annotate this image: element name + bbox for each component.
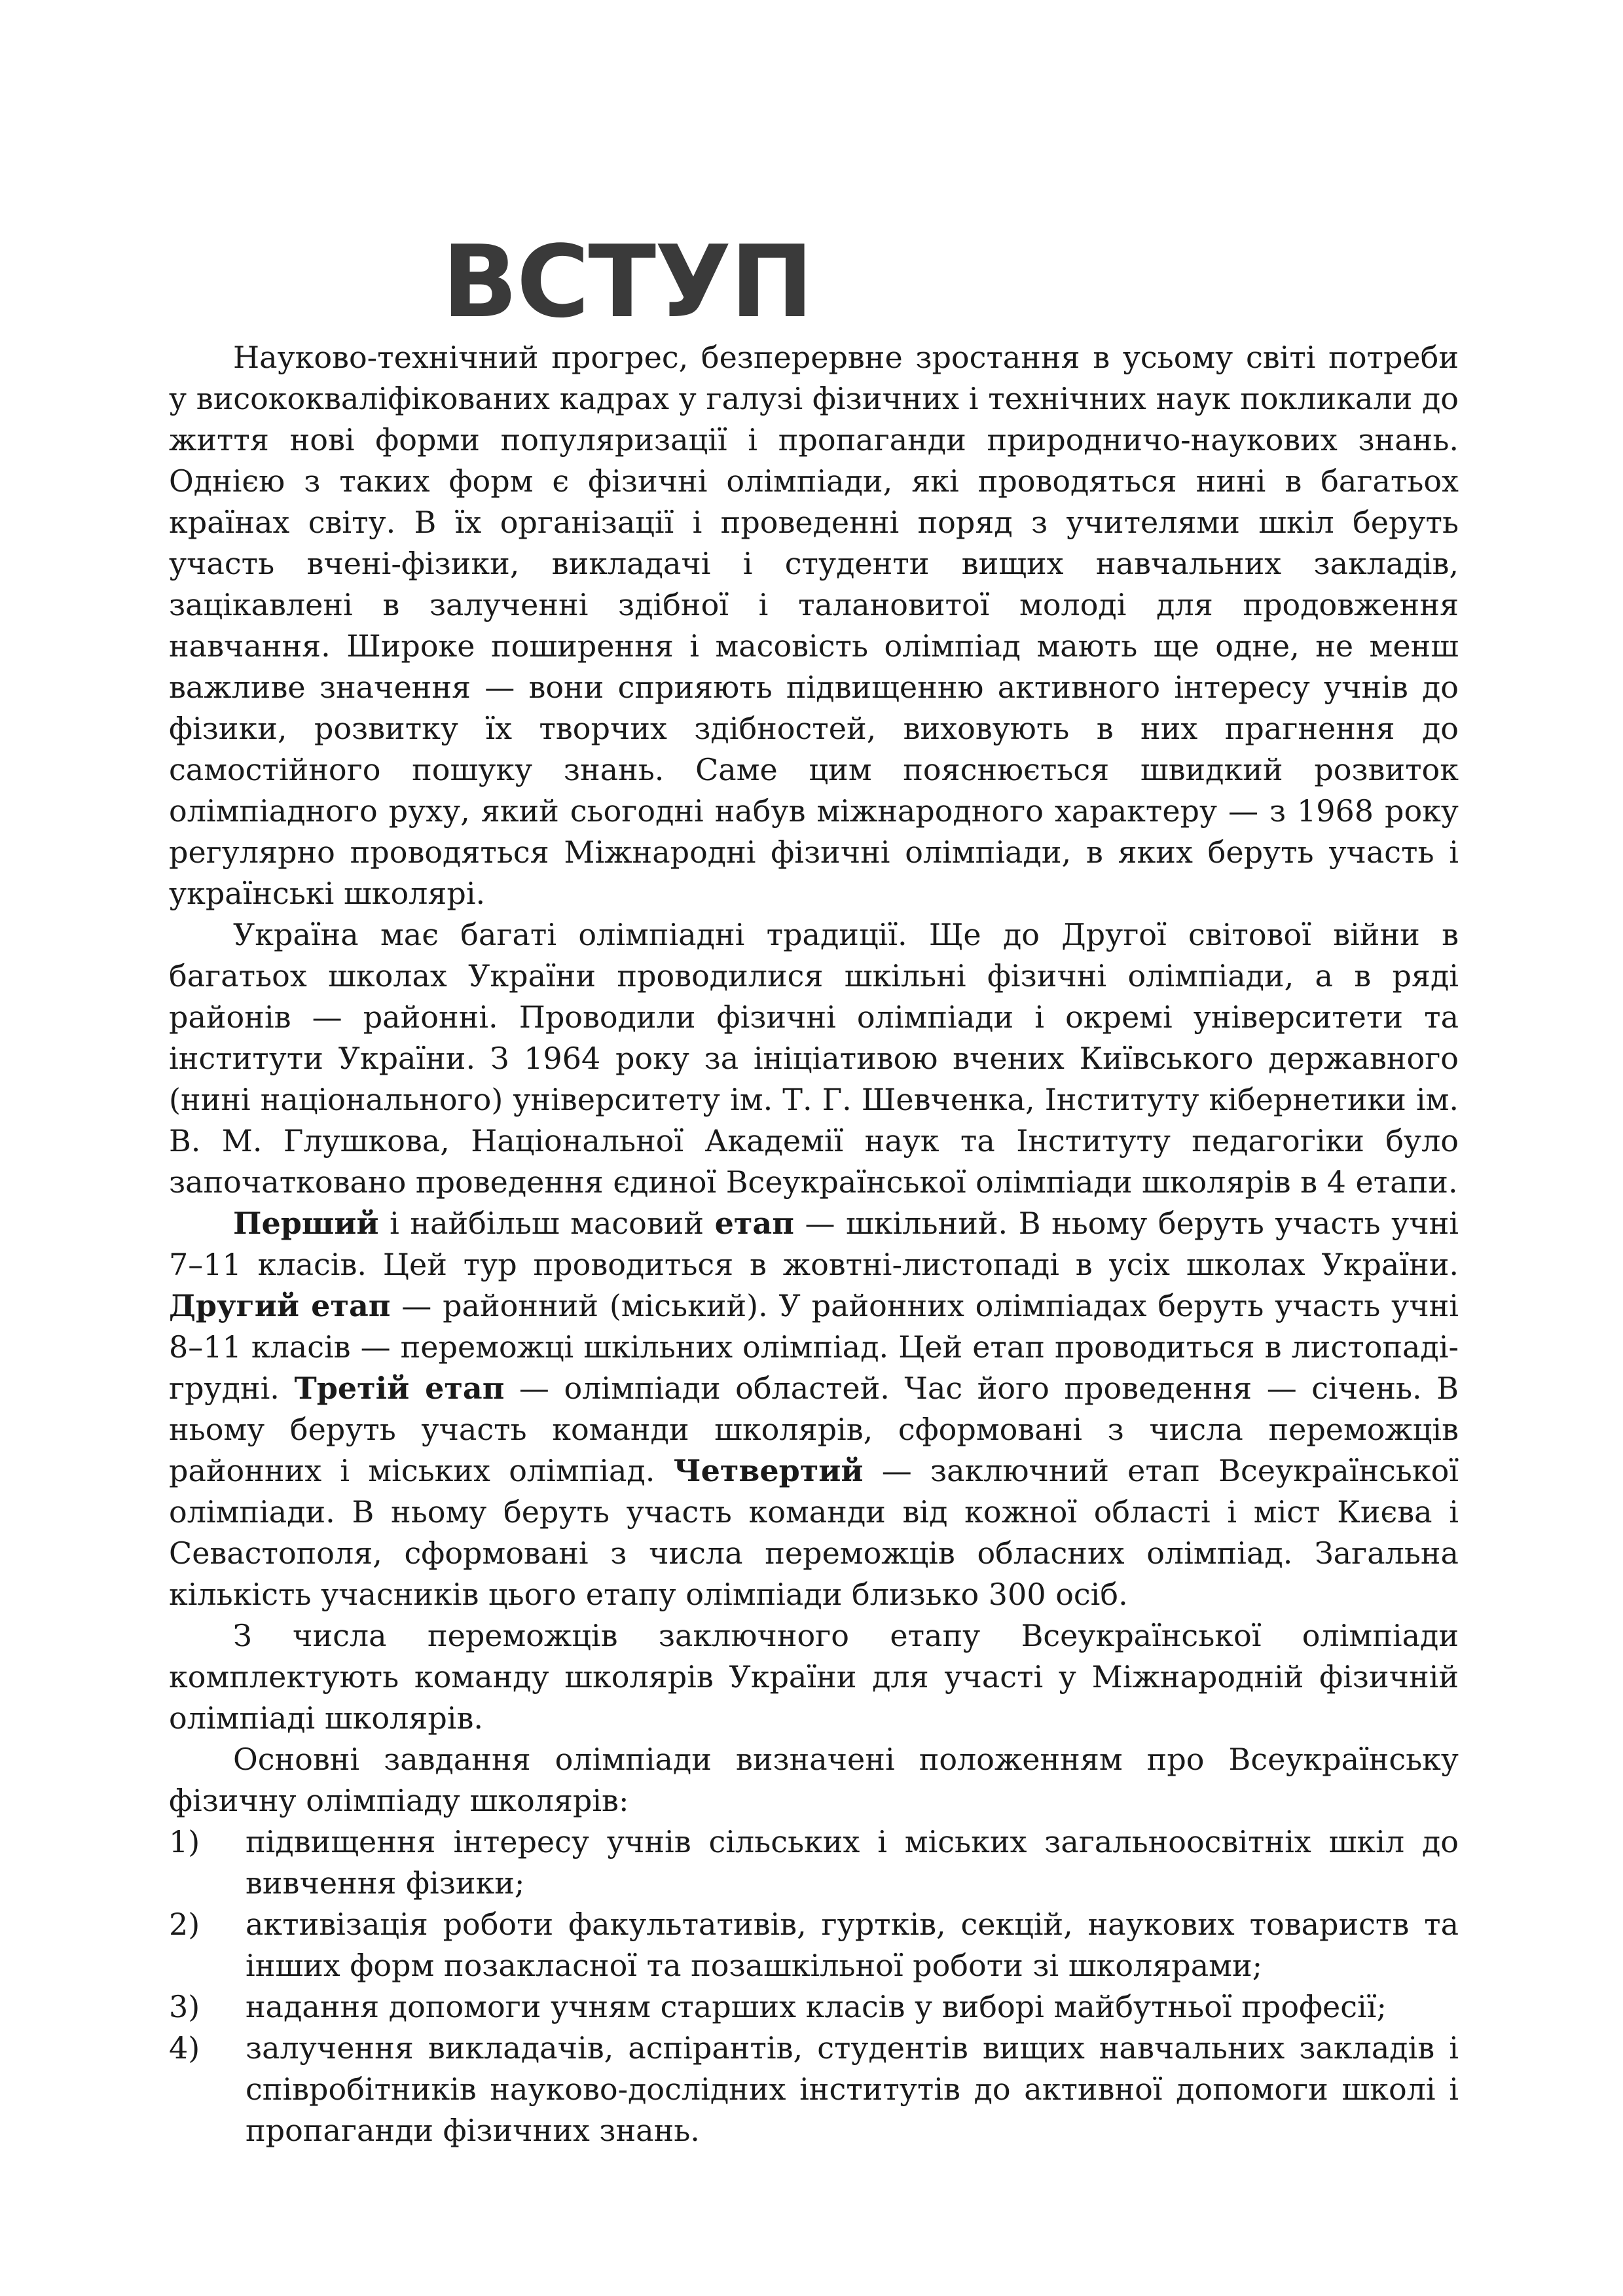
tasks-list xyxy=(169,1821,1459,2151)
paragraph-2: Україна має багаті олімпіадні традиції. Ще до Другої світової війни в багатьох школах України проводилися шкільні фізичні олімпіади, а в ряді районів — районні. Проводили фізичні олімпіади і окремі університети та інститути України. З 1964 року за ініціативою вчених Київського державного (нині національного) університету ім. Т. Г. Шевченка, Інституту кібернетики ім. В. М. Глушкова, Національної Академії наук та Інституту педагогіки було започатковано проведення єдиної Всеукраїнської олімпіади школярів в 4 етапи. xyxy=(169,917,1459,1200)
page-title: ВСТУП xyxy=(442,224,812,340)
paragraph-1: Науково-технічний прогрес, безперервне зростання в усьому світі потреби у висококваліфікованих кадрах у галузі фізичних і технічних наук покликали до життя нові форми популяризації і пропаганди природничо-наукових знань. Однією з таких форм є фізичні олімпіади, які проводяться нині в багатьох країнах світу. В їх організації і проведенні поряд з учителями шкіл беруть участь вчені-фізики, викладачі і студенти вищих навчальних закладів, зацікавлені в залученні здібної і талановитої молоді для продовження навчання. Широке поширення і масовість олімпіад мають ще одне, не менш важливе значення — вони сприяють підвищенню активного інтересу учнів до фізики, розвитку їх творчих здібностей, виховують в них прагнення до самостійного пошуку знань. Саме цим пояснюється швидкий розвиток олімпіадного руху, який сьогодні набув міжнародного характеру — з 1968 року регулярно проводяться Міжнародні фізичні олімпіади, в яких беруть участь і українські школярі. xyxy=(169,340,1459,911)
list-item-number: 4) xyxy=(169,2030,200,2066)
text-run: — районний (міський). У районних олімпіадах беруть участь учні 8–11 класів — переможці шкільних олімпіад. Цей етап проводиться в листопаді-грудні. xyxy=(169,1288,1459,1406)
list-item-text: активізація роботи факультативів, гуртків, секцій, наукових товариств та інших форм позакласної та позашкільної роботи зі школярами; xyxy=(246,1907,1459,1983)
bold-term: Третій етап xyxy=(294,1371,505,1406)
list-item-number: 2) xyxy=(169,1907,200,1942)
paragraph-4: З числа переможців заключного етапу Всеукраїнської олімпіади комплектують команду школярів України для участі у Міжнародній фізичній олімпіаді школярів. xyxy=(169,1618,1459,1736)
text-run: — шкільний. В ньому беруть участь учні 7–11 класів. Цей тур проводиться в жовтні-листопаді в усіх школах України. xyxy=(169,1206,1459,1282)
list-item-number: 3) xyxy=(169,1989,200,2024)
list-item xyxy=(169,1986,1459,2028)
list-item xyxy=(169,2028,1459,2151)
list-item-text: надання допомоги учням старших класів у виборі майбутньої професії; xyxy=(246,1989,1387,2024)
body-text xyxy=(169,337,1459,2151)
bold-term: етап xyxy=(714,1206,794,1241)
paragraph-5: Основні завдання олімпіади визначені положенням про Всеукраїнську фізичну олімпіаду школярів: xyxy=(169,1742,1459,1818)
list-item-text: залучення викладачів, аспірантів, студентів вищих навчальних закладів і співробітників науково-дослідних інститутів до активної допомоги школі і пропаганди фізичних знань. xyxy=(246,2030,1459,2148)
list-item-number: 1) xyxy=(169,1824,200,1859)
bold-term: Другий етап xyxy=(169,1288,391,1323)
list-item-text: підвищення інтересу учнів сільських і міських загальноосвітніх шкіл до вивчення фізики; xyxy=(246,1824,1459,1901)
list-item xyxy=(169,1821,1459,1904)
text-run: — заключний етап Всеукраїнської олімпіади. В ньому беруть участь команди від кожної області і міст Києва і Севастополя, сформовані з числа переможців обласних олімпіад. Загальна кількість учасників цього етапу олімпіади близько 300 осіб. xyxy=(169,1453,1459,1612)
list-item xyxy=(169,1904,1459,1986)
text-run: і найбільш масовий xyxy=(378,1206,715,1241)
bold-term: Перший xyxy=(233,1206,379,1241)
bold-term: Четвертий xyxy=(673,1453,864,1488)
paragraph-3 xyxy=(169,1203,1459,1615)
text-run: — олімпіади областей. Час його проведення — січень. В ньому беруть участь команди школярів, сформовані з числа переможців районних і міських олімпіад. xyxy=(169,1371,1459,1488)
